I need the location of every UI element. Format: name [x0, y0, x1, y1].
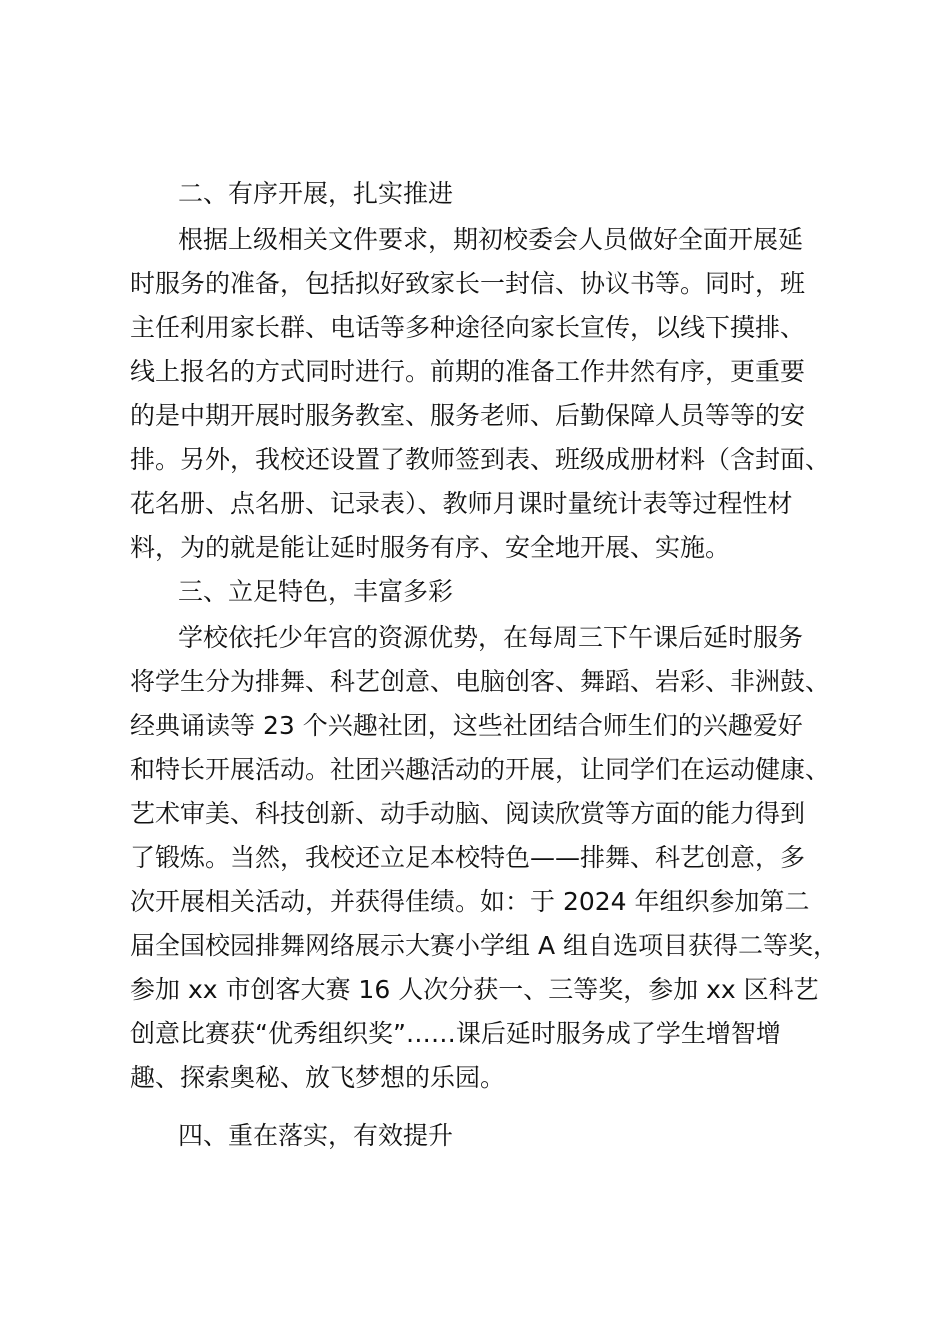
paragraph-line: 学校依托少年宫的资源优势，在每周三下午课后延时服务 — [178, 623, 804, 652]
paragraph-line: 将学生分为排舞、科艺创意、电脑创客、舞蹈、岩彩、非洲鼓、 — [130, 667, 831, 696]
section-heading: 四、重在落实，有效提升 — [178, 1121, 454, 1150]
paragraph-line: 经典诵读等 23 个兴趣社团，这些社团结合师生们的兴趣爱好 — [130, 711, 803, 740]
section-heading: 二、有序开展，扎实推进 — [178, 179, 454, 208]
paragraph-line: 届全国校园排舞网络展示大赛小学组 A 组自选项目获得二等奖， — [130, 931, 838, 960]
paragraph-line: 排。另外，我校还设置了教师签到表、班级成册材料（含封面、 — [130, 445, 831, 474]
paragraph-line: 主任利用家长群、电话等多种途径向家长宣传，以线下摸排、 — [130, 313, 806, 342]
paragraph-line: 趣、探索奥秘、放飞梦想的乐园。 — [130, 1063, 506, 1092]
paragraph-line: 料，为的就是能让延时服务有序、安全地开展、实施。 — [130, 533, 731, 562]
paragraph-line: 次开展相关活动，并获得佳绩。如：于 2024 年组织参加第二 — [130, 887, 810, 916]
paragraph-line: 根据上级相关文件要求，期初校委会人员做好全面开展延 — [178, 225, 804, 254]
paragraph-line: 和特长开展活动。社团兴趣活动的开展，让同学们在运动健康、 — [130, 755, 831, 784]
paragraph-line: 了锻炼。当然，我校还立足本校特色——排舞、科艺创意，多 — [130, 843, 806, 872]
paragraph-line: 花名册、点名册、记录表）、教师月课时量统计表等过程性材 — [130, 489, 793, 518]
paragraph-line: 创意比赛获“优秀组织奖”……课后延时服务成了学生增智增 — [130, 1019, 781, 1048]
paragraph-line: 时服务的准备，包括拟好致家长一封信、协议书等。同时，班 — [130, 269, 806, 298]
paragraph-line: 的是中期开展时服务教室、服务老师、后勤保障人员等等的安 — [130, 401, 806, 430]
paragraph-line: 线上报名的方式同时进行。前期的准备工作井然有序，更重要 — [130, 357, 806, 386]
paragraph-line: 艺术审美、科技创新、动手动脑、阅读欣赏等方面的能力得到 — [130, 799, 806, 828]
paragraph-line: 参加 xx 市创客大赛 16 人次分获一、三等奖，参加 xx 区科艺 — [130, 975, 819, 1004]
section-heading: 三、立足特色，丰富多彩 — [178, 577, 454, 606]
